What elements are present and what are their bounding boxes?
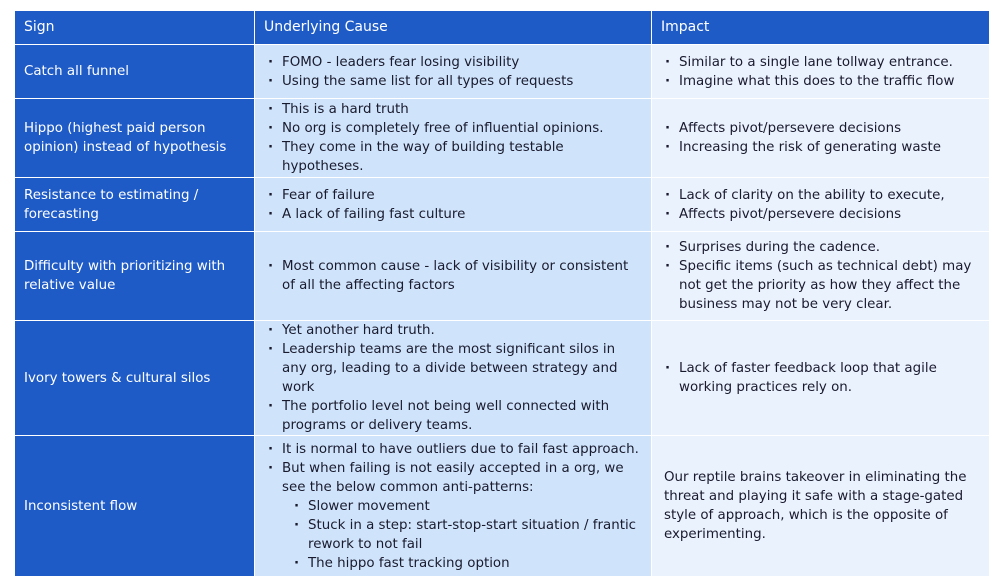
table-row [15, 178, 990, 232]
cause-list [267, 100, 642, 176]
list-item: · Leadership teams are the most significant silos in any org, leading to a divide between strategy and work [267, 340, 642, 397]
cause-cell [255, 99, 652, 178]
impact-cell [652, 321, 990, 436]
header-row [15, 11, 990, 45]
list-item: · Affects pivot/persevere decisions [664, 119, 980, 138]
impact-cell [652, 178, 990, 232]
impact-cell [652, 45, 990, 99]
table-row [15, 321, 990, 436]
table-row [15, 232, 990, 321]
list-item: · Using the same list for all types of requests [267, 72, 642, 91]
cause-list [267, 53, 642, 91]
cause-list [267, 186, 642, 224]
table-row [15, 99, 990, 178]
list-item: · Fear of failure [267, 186, 642, 205]
impact-cell [652, 436, 990, 577]
list-item: · But when failing is not easily accepted in a org, we see the below common anti-patterns: [267, 459, 642, 497]
list-item: · Imagine what this does to the traffic flow [664, 72, 980, 91]
sign-cell: Difficulty with prioritizing with relative value [15, 232, 255, 321]
list-item: · Surprises during the cadence. [664, 238, 980, 257]
impact-cell [652, 99, 990, 178]
list-item: · No org is completely free of influential opinions. [267, 119, 642, 138]
list-item: · The hippo fast tracking option [293, 554, 642, 573]
list-item: · Similar to a single lane tollway entrance. [664, 53, 980, 72]
table-row [15, 436, 990, 577]
cause-sublist [267, 497, 642, 573]
cause-list [267, 440, 642, 497]
list-item: · Most common cause - lack of visibility or consistent of all the affecting factors [267, 257, 642, 295]
sign-cell: Ivory towers & cultural silos [15, 321, 255, 436]
sign-cell: Resistance to estimating / forecasting [15, 178, 255, 232]
impact-cell [652, 232, 990, 321]
cause-list [267, 321, 642, 435]
impact-list [664, 186, 980, 224]
header-sign: Sign [15, 11, 255, 45]
list-item: · The portfolio level not being well connected with programs or delivery teams. [267, 397, 642, 435]
list-item: · Lack of faster feedback loop that agile working practices rely on. [664, 359, 980, 397]
impact-list [664, 238, 980, 314]
list-item: · FOMO - leaders fear losing visibility [267, 53, 642, 72]
list-item: · Yet another hard truth. [267, 321, 642, 340]
list-item: · Slower movement [293, 497, 642, 516]
list-item: · Specific items (such as technical debt) may not get the priority as how they affect the business may not be very clear. [664, 257, 980, 314]
sign-cell: Hippo (highest paid person opinion) instead of hypothesis [15, 99, 255, 178]
impact-list [664, 359, 980, 397]
cause-cell [255, 436, 652, 577]
signs-causes-impact-table [14, 10, 990, 577]
list-item: · Stuck in a step: start-stop-start situation / frantic rework to not fail [293, 516, 642, 554]
cause-cell [255, 321, 652, 436]
list-item: · Affects pivot/persevere decisions [664, 205, 980, 224]
header-cause: Underlying Cause [255, 11, 652, 45]
sign-cell: Inconsistent flow [15, 436, 255, 577]
table-row [15, 45, 990, 99]
impact-list [664, 119, 980, 157]
impact-list [664, 53, 980, 91]
cause-cell [255, 232, 652, 321]
list-item: · They come in the way of building testable hypotheses. [267, 138, 642, 176]
impact-paragraph: Our reptile brains takeover in eliminating the threat and playing it safe with a stage-gated style of approach, which is the opposite of experimenting. [664, 470, 967, 542]
list-item: · A lack of failing fast culture [267, 205, 642, 224]
list-item: · Lack of clarity on the ability to execute, [664, 186, 980, 205]
list-item: · Increasing the risk of generating waste [664, 138, 980, 157]
cause-list [267, 257, 642, 295]
sign-cell: Catch all funnel [15, 45, 255, 99]
list-item: · It is normal to have outliers due to fail fast approach. [267, 440, 642, 459]
table-container [14, 10, 989, 577]
header-impact: Impact [652, 11, 990, 45]
cause-cell [255, 45, 652, 99]
cause-cell [255, 178, 652, 232]
list-item: · This is a hard truth [267, 100, 642, 119]
